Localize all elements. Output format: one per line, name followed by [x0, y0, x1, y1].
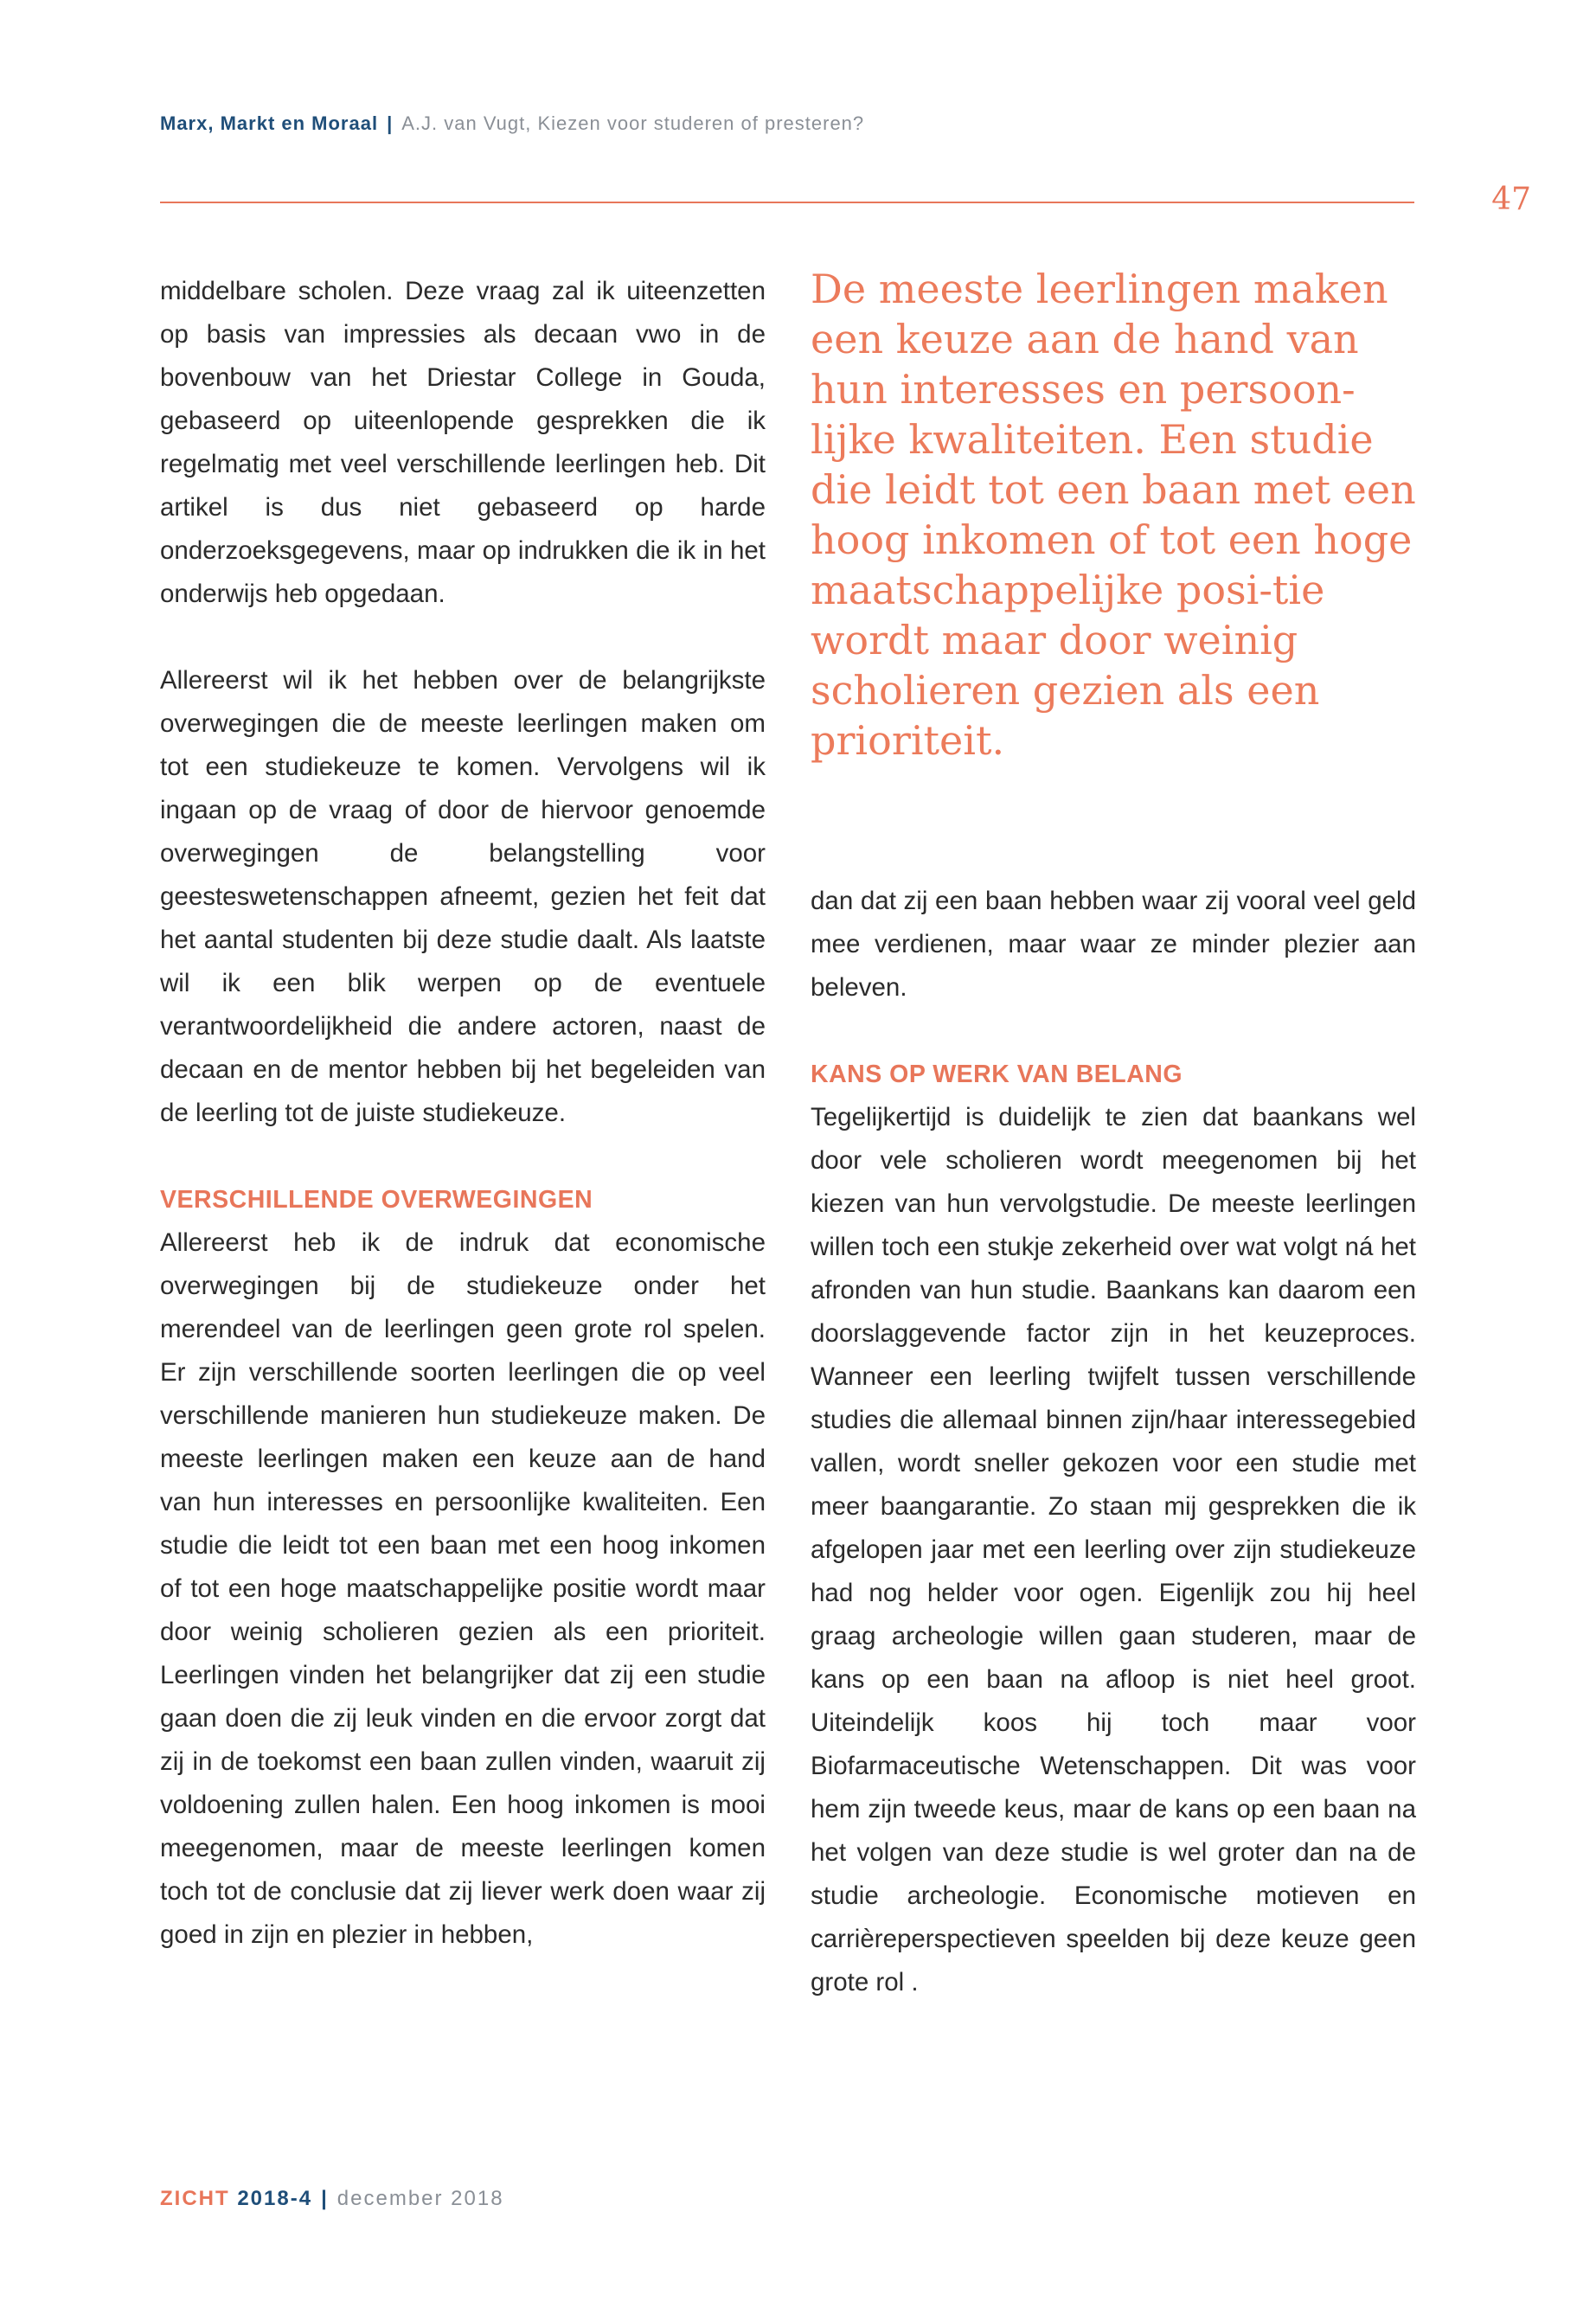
article-title: A.J. van Vugt, Kiezen voor studeren of presteren?	[401, 112, 865, 134]
continuation-paragraph: dan dat zij een baan hebben waar zij vooral veel geld mee verdienen, maar waar ze minder plezier aan beleven.	[811, 887, 1416, 1002]
section-paragraph-kans-op-werk: Tegelijkertijd is duidelijk te zien dat baankans wel door vele scholieren wordt meegenomen bij het kiezen van hun vervolgstudie. De meeste leerlingen willen toch een stukje zekerheid over wat volgt ná het afronden van hun studie. Baankans kan daarom een doorslaggevende factor zijn in het keuzeproces. Wanneer een leerling twijfelt tussen verschillende studies die allemaal binnen zijn/haar interessegebied vallen, wordt sneller gekozen voor een studie met meer baangarantie. Zo staan mij gesprekken die ik afgelopen jaar met een leerling over zijn studiekeuze had nog helder voor ogen. Eigenlijk zou hij heel graag archeologie willen gaan studeren, maar de kans op een baan na afloop is niet heel groot. Uiteindelijk koos hij toch maar voor Biofarmaceutische Wetenschappen. Dit was voor hem zijn tweede keus, maar de kans op een baan na het volgen van deze studie is wel groter dan na de studie archeologie. Economische motieven en carrièreperspectieven speelden bij deze keuze geen grote rol .	[811, 1103, 1416, 1997]
intro-paragraph-2: Allereerst wil ik het hebben over de belangrijkste overwegingen die de meeste leerlingen maken om tot een studiekeuze te komen. Vervolgens wil ik ingaan op de vraag of door de hiervoor genoemde overwegingen de belangstelling voor geesteswetenschappen afneemt, gezien het feit dat het aantal studenten bij deze studie daalt. Als laatste wil ik een blik werpen op de eventuele verantwoordelijkheid die andere actoren, naast de decaan en de mentor hebben bij het begeleiden van de leerling tot de juiste studiekeuze.	[160, 666, 766, 1127]
section-heading-kans-op-werk: KANS OP WERK VAN BELANG	[811, 1061, 1183, 1088]
page-number: 47	[1491, 182, 1531, 217]
pull-quote: De meeste leerlingen maken een keuze aan de hand van hun interesses en persoon-lijke kwaliteiten. Een studie die leidt tot een baan met een hoog inkomen of tot een hoge maatschappelijke posi-tie wordt maar door weinig scholieren gezien als een prioriteit.	[811, 266, 1416, 764]
journal-title: Marx, Markt en Moraal	[160, 112, 379, 134]
running-header	[160, 112, 864, 135]
footer-separator: |	[321, 2187, 329, 2210]
running-footer	[160, 2187, 504, 2211]
magazine-name: ZICHT	[160, 2187, 230, 2210]
left-column	[160, 270, 766, 1957]
issue-date: december 2018	[337, 2187, 504, 2210]
issue-number: 2018-4	[237, 2187, 313, 2210]
header-separator: |	[387, 112, 394, 134]
section-heading-verschillende-overwegingen: VERSCHILLENDE OVERWEGINGEN	[160, 1186, 593, 1214]
intro-paragraph-1: middelbare scholen. Deze vraag zal ik uiteenzetten op basis van impressies als decaan vwo in de bovenbouw van het Driestar College in Gouda, gebaseerd op uiteenlopende gesprekken die ik regelmatig met veel verschillende leerlingen heb. Dit artikel is dus niet gebaseerd op harde onderzoeksgegevens, maar op indrukken die ik in het onderwijs heb opgedaan.	[160, 277, 766, 608]
right-column	[811, 880, 1416, 2004]
section-paragraph-overwegingen: Allereerst heb ik de indruk dat economische overwegingen bij de studiekeuze onder het merendeel van de leerlingen geen grote rol spelen. Er zijn verschillende soorten leerlingen die op veel verschillende manieren hun studiekeuze maken. De meeste leerlingen maken een keuze aan de hand van hun interesses en persoonlijke kwaliteiten. Een studie die leidt tot een baan met een hoog inkomen of tot een hoge maatschappelijke positie wordt maar door weinig scholieren gezien als een prioriteit. Leerlingen vinden het belangrijker dat zij een studie gaan doen die zij leuk vinden en die ervoor zorgt dat zij in de toekomst een baan zullen vinden, waaruit zij voldoening zullen halen. Een hoog inkomen is mooi meegenomen, maar de meeste leerlingen komen toch tot de conclusie dat zij liever werk doen waar zij goed in zijn en plezier in hebben,	[160, 1228, 766, 1949]
header-rule	[160, 202, 1414, 203]
